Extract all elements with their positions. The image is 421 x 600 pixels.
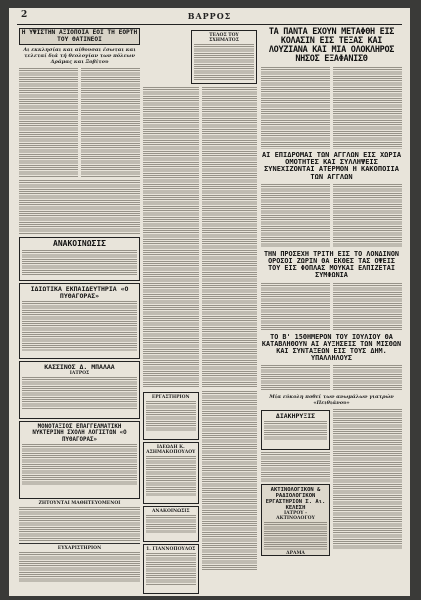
right-text-3a [261, 283, 330, 331]
notice-box [261, 410, 330, 450]
notices-title: ΑΝΑΚΟΙΝΩΣΙΣ [53, 239, 106, 248]
left-headline: Η ΥΨΙΣΤΗΝ ΑΞΙΟΠΟΙΑ ΕΟΙ ΤΗ ΕΟΡΤΗ ΤΟΥ ΘΑΤΙΝΕΟΙ [19, 28, 140, 45]
notice-box-title: ΔΙΑΚΗΡΥΞΙΣ [275, 412, 316, 421]
workshop-ad [143, 392, 199, 440]
notices-text [22, 250, 137, 276]
announcement-text [146, 515, 196, 533]
right-headline-3: ΤΗΝ ΠΡΟΣΕΧΗ ΤΡΙΤΗ ΕΙΣ ΤΟ ΛΟΝΔΙΝΟΝ ΟΡΟΣΟΙ ΖΩΡΙΝ ΘΑ ΕΚΘΕΣ ΤΑΣ ΟΨΕΙΣ ΤΟΥ ΕΙΣ ΦΟΠΛΑΣ ΜΟΥΚΑΙ ΕΛΠΙΖΕΤΑΙ ΣΥΜΦΩΝΙΑ [263, 250, 400, 280]
middle-box-text [194, 44, 254, 80]
middle-box-title: ΤΕΛΟΣ ΤΟΥ ΣΧΗΜΑΤΟΣ [209, 33, 239, 43]
left-article-text-c [19, 180, 140, 235]
apprentices-title: ΖΗΤΟΥΝΤΑΙ ΜΑΘΗΤΕΥΟΜΕΝΟΙ [38, 501, 121, 506]
right-text-1a [261, 67, 330, 149]
right-headline-4: ΤΟ Β' 15ΘΗΜΕΡΟΝ ΤΟΥ ΙΟΥΛΙΟΥ ΘΑ ΚΑΤΑΒΛΗΘΟΥΝ ΑΙ ΑΥΞΗΣΕΙΣ ΤΩΝ ΜΙΣΘΩΝ ΚΑΙ ΣΥΝΤΑΞΕΩΝ ΕΙΣ ΤΟΥΣ ΔΗΜ. ΥΠΑΛΛΗΛΟΥΣ [261, 332, 402, 362]
right-text-5b [333, 409, 402, 549]
thanks-text [19, 552, 140, 582]
asimakopoulos-ad [143, 442, 199, 504]
school-ad [19, 283, 140, 359]
left-article-text-b [81, 68, 140, 178]
divider [19, 543, 140, 544]
asimakopoulos-label: ΙΔΕΩΔΗ Κ. ΑΣΗΜΑΚΟΠΟΥΛΟΥ [146, 445, 196, 455]
evening-school-title: ΜΟΝΟΤΑΞΙΟΣ ΕΠΑΓΓΕΛΜΑΤΙΚΗ ΝΥΚΤΕΡΙΝΗ ΣΧΟΛΗ ΛΟΓΙΣΤΩΝ «Ο ΠΥΘΑΓΟΡΑΣ» [32, 424, 127, 443]
right-text-3b [333, 283, 402, 331]
right-text-5a [261, 452, 330, 482]
giannopoulos-text [146, 553, 196, 585]
evening-school-text [22, 444, 137, 486]
right-text-1b [333, 67, 402, 149]
school-text [22, 301, 137, 351]
apprentices-text [19, 507, 140, 541]
asimakopoulos-text [146, 456, 196, 496]
evening-school-ad [19, 421, 140, 499]
thanks-title: ΕΥΧΑΡΙΣΤΗΡΙΟΝ [57, 546, 102, 551]
right-text-4b [333, 365, 402, 391]
clinic-ad [261, 484, 330, 556]
left-column [19, 28, 140, 583]
right-text-4a [261, 365, 330, 391]
feature-title: Μία εύκολη ποθεί των ανωμάλων γιατρών «Πειθιάνου» [269, 394, 394, 407]
doctor-name: ΚΑΣΣΙΝΟΣ Δ. ΜΠΑΛΑΑ [44, 363, 115, 371]
workshop-text [146, 401, 196, 431]
giannopoulos-ad [143, 544, 199, 594]
middle-text-a [143, 87, 199, 387]
newspaper-page [9, 8, 410, 596]
right-column [261, 28, 402, 558]
announcement-label: ΑΝΑΚΟΙΝΩΣΙΣ [151, 509, 190, 514]
right-text-2a [261, 184, 330, 248]
clinic-text [264, 522, 327, 550]
doctor-text [22, 377, 137, 409]
clinic-city: ΔΡΑΜΑ [286, 551, 305, 557]
page-number: 2 [21, 10, 28, 20]
school-title: ΙΔΙΩΤΙΚΑ ΕΚΠΑΙΔΕΥΤΗΡΙΑ «Ο ΠΥΘΑΓΟΡΑΣ» [30, 285, 129, 301]
left-article-text-a [19, 68, 78, 178]
middle-column [143, 28, 257, 596]
giannopoulos-label: 1. ΓΙΑΝΝΟΠΟΥΛΟΣ [146, 547, 196, 552]
announcement-ad [143, 506, 199, 542]
middle-text-b [202, 87, 258, 387]
header-rule [17, 24, 402, 25]
doctor-ad [19, 361, 140, 419]
middle-box [191, 30, 257, 84]
notices-box [19, 237, 140, 281]
workshop-label: ΕΡΓΑΣΤΗΡΙΟΝ [151, 395, 190, 400]
doctor-role: ΙΑΤΡΟΣ [69, 371, 90, 377]
masthead: ΒΑΡΡΟΣ [187, 11, 232, 21]
clinic-subtitle: ΙΑΤΡΟΥ - ΑΚΤΙΝΟΛΟΓΟΥ [276, 511, 315, 522]
notice-box-text [264, 421, 327, 441]
right-headline-2: ΑΙ ΕΠΙΔΡΟΜΑΙ ΤΩΝ ΑΓΓΛΩΝ ΕΙΣ ΧΩΡΙΑ ΟΜΟΤΗΤΕΣ ΚΑΙ ΣΥΛΛΗΨΕΙΣ ΣΥΝΕΧΙΖΟΝΤΑΙ ΑΤΕΡΜΟΝ Η ΚΑΚΟΠΟΙΙΑ ΤΩΝ ΑΓΓΛΩΝ [261, 150, 402, 181]
right-text-2b [333, 184, 402, 248]
clinic-title: ΑΚΤΙΝΟΛΟΓΙΚΟΝ & ΡΑΔΙΟΛΟΓΙΚΟΝ ΕΡΓΑΣΤΗΡΙΟΝ Σ. Αι. ΚΕΛΕΣΗ [265, 487, 326, 512]
right-headline-1: ΤΑ ΠΑΝΤΑ ΕΧΟΥΝ ΜΕΤΑΦΘΗ ΕΙΣ ΚΟΛΑΣΙΝ ΕΙΣ ΤΕΞΑΣ ΚΑΙ ΛΟΥΖΙΑΝΑ ΚΑΙ ΜΙΑ ΟΛΟΚΛΗΡΟΣ ΝΗΣΟΣ ΕΞΑΦΑΝΙΣΘ [268, 27, 395, 64]
left-subhead: Αι εκκλησίαι και αίθουσαι έσωται και τελεταί διά τή θεολογίαν των πόλεων Δράμας και Ξοβίτου [23, 47, 136, 65]
middle-text-c [202, 391, 258, 571]
